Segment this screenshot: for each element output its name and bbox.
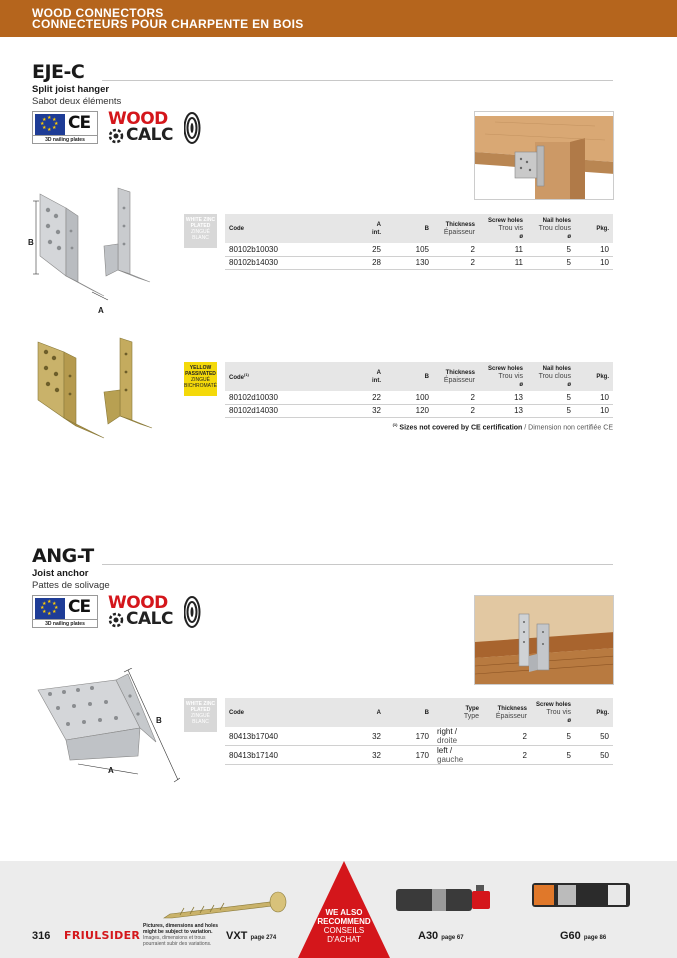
table-row: 80102b14030 28 130 2 11 5 10: [225, 256, 613, 269]
wood-rings-icon: [184, 112, 201, 144]
ejec-dim-b-label: B: [28, 238, 34, 247]
table-header-row: Code$^{(1)}$ A int. B Thickness Épaisseur Screw holes Trou vis ø Nail holes Trou clous ø Pkg.: [225, 362, 613, 391]
finish-white-badge: WHITE ZINC PLATED ZINGUÉ BLANC: [184, 214, 217, 248]
ejec-title: EJE-C: [32, 61, 85, 83]
woodcalc-logo: WOOD CALC: [108, 595, 200, 629]
ce-certification-badge: [32, 595, 98, 628]
ejec-white-spec-table: [225, 214, 613, 270]
disclaimer: Pictures, dimensions and holes might be subject to variation. Images, dimensions et trous pourraient subir des variations.: [143, 923, 219, 947]
table-row: 80413b17140 32 170 left / gauche 2 5 50: [225, 746, 613, 765]
wood-rings-icon: [184, 596, 201, 628]
gear-icon: [108, 612, 124, 628]
table-row: 80102d10030 22 100 2 13 5 10: [225, 391, 613, 404]
ejec-dim-a-label: A: [98, 306, 104, 315]
gear-icon: [108, 128, 124, 144]
ejec-subtitle-fr: Sabot deux éléments: [32, 96, 122, 107]
product-ref-vxt[interactable]: VXT page 274: [226, 930, 277, 942]
product-ref-g60[interactable]: G60 page 86: [560, 930, 607, 942]
angt-installation-photo: [474, 595, 614, 685]
angt-spec-table: [225, 698, 613, 765]
g60-cartridge-image: [530, 879, 634, 915]
nailing-plates-label: 3D nailing plates: [33, 135, 97, 143]
ce-certification-badge: [32, 111, 98, 144]
angt-dim-b-label: B: [156, 716, 162, 725]
page-header: [0, 0, 677, 37]
eu-flag-icon: ★ ★ ★ ★ ★ ★ ★ ★: [35, 114, 65, 135]
ejec-installation-photo: [474, 111, 614, 200]
eu-flag-icon: ★ ★ ★ ★ ★ ★ ★ ★: [35, 598, 65, 619]
page-number: 316: [32, 930, 51, 942]
ce-mark-icon: CE: [68, 597, 91, 617]
table-header-row: Code A int. B Thickness Épaisseur Screw holes Trou vis ø Nail holes Trou clous ø Pkg.: [225, 214, 613, 243]
finish-yellow-badge: YELLOW PASSIVATED ZINGUÉ BICHROMATÉ: [184, 362, 217, 396]
angt-divider: [102, 564, 613, 565]
header-title-fr: CONNECTEURS POUR CHARPENTE EN BOIS: [32, 17, 304, 31]
angt-subtitle-en: Joist anchor: [32, 568, 89, 579]
ejec-subtitle-en: Split joist hanger: [32, 84, 110, 95]
table-row: 80102d14030 32 120 2 13 5 10: [225, 404, 613, 417]
ejec-yellow-drawing: [34, 336, 154, 440]
angt-drawing: [30, 668, 180, 786]
header-title-en: WOOD CONNECTORS: [32, 6, 164, 20]
ejec-yellow-spec-table: [225, 362, 613, 418]
friulsider-logo: FRIULSIDER: [64, 929, 141, 942]
table-header-row: Code A B Type Type Thickness Épaisseur Screw holes Trou vis ø Pkg.: [225, 698, 613, 727]
vxt-screw-image: [160, 884, 300, 924]
angt-title: ANG-T: [32, 545, 94, 567]
ejec-divider: [102, 80, 613, 81]
table-row: 80102b10030 25 105 2 11 5 10: [225, 243, 613, 256]
angt-dim-a-label: A: [108, 766, 114, 775]
ce-mark-icon: CE: [68, 113, 91, 133]
we-also-recommend-badge: WE ALSO RECOMMEND CONSEILS D'ACHAT: [298, 861, 390, 958]
ejec-footnote: $^{(1)}$ Sizes not covered by CE certification / Dimension non certifiée CE: [392, 422, 613, 432]
table-row: 80413b17040 32 170 right / droite 2 5 50: [225, 727, 613, 746]
ejec-white-drawing: [26, 186, 156, 314]
a30-cartridge-image: [392, 883, 494, 915]
woodcalc-logo: WOOD CALC: [108, 111, 200, 145]
product-ref-a30[interactable]: A30 page 67: [418, 930, 464, 942]
finish-white-badge: WHITE ZINC PLATED ZINGUÉ BLANC: [184, 698, 217, 732]
nailing-plates-label: 3D nailing plates: [33, 619, 97, 627]
angt-subtitle-fr: Pattes de solivage: [32, 580, 110, 591]
